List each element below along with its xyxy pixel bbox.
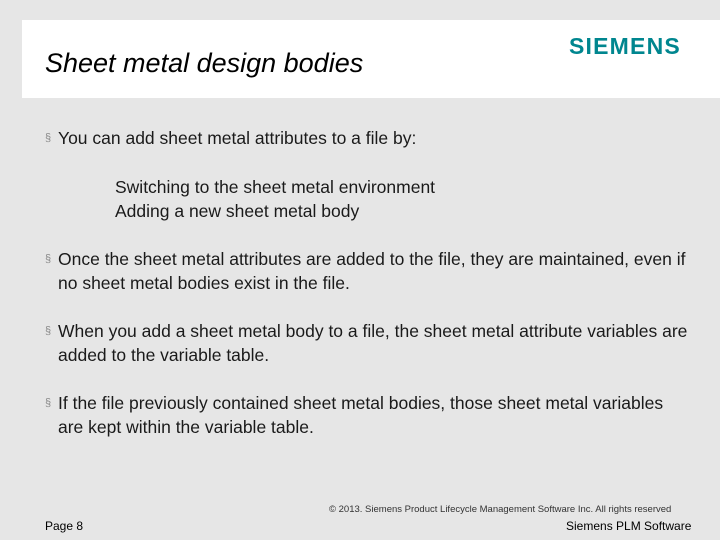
bullet-4 (45, 391, 688, 439)
page-number: Page 8 (45, 519, 84, 533)
company-name: Siemens PLM Software (566, 519, 692, 533)
slide-title: Sheet metal design bodies (45, 48, 364, 78)
sub-item-1: Switching to the sheet metal environment (115, 177, 436, 197)
siemens-logo: SIEMENS (569, 33, 681, 59)
sub-item-2: Adding a new sheet metal body (115, 201, 360, 221)
bullet-marker-icon: § (45, 325, 52, 337)
bullet-2 (45, 247, 688, 295)
bullet-marker-icon: § (45, 253, 52, 265)
copyright-notice: © 2013. Siemens Product Lifecycle Management Software Inc. All rights reserved (329, 504, 672, 515)
bullet-text: You can add sheet metal attributes to a file by: (58, 128, 417, 148)
bullet-3 (45, 319, 688, 367)
bullet-marker-icon: § (45, 132, 52, 144)
bullet-text: If the file previously contained sheet metal bodies, those sheet metal variables are kept within the variable table. (58, 393, 664, 437)
bullet-text: When you add a sheet metal body to a file, the sheet metal attribute variables are added to the variable table. (58, 321, 688, 365)
bullet-marker-icon: § (45, 397, 52, 409)
bullet-text: Once the sheet metal attributes are added to the file, they are maintained, even if no sheet metal bodies exist in the file. (58, 249, 686, 293)
bullet-1 (45, 126, 688, 150)
